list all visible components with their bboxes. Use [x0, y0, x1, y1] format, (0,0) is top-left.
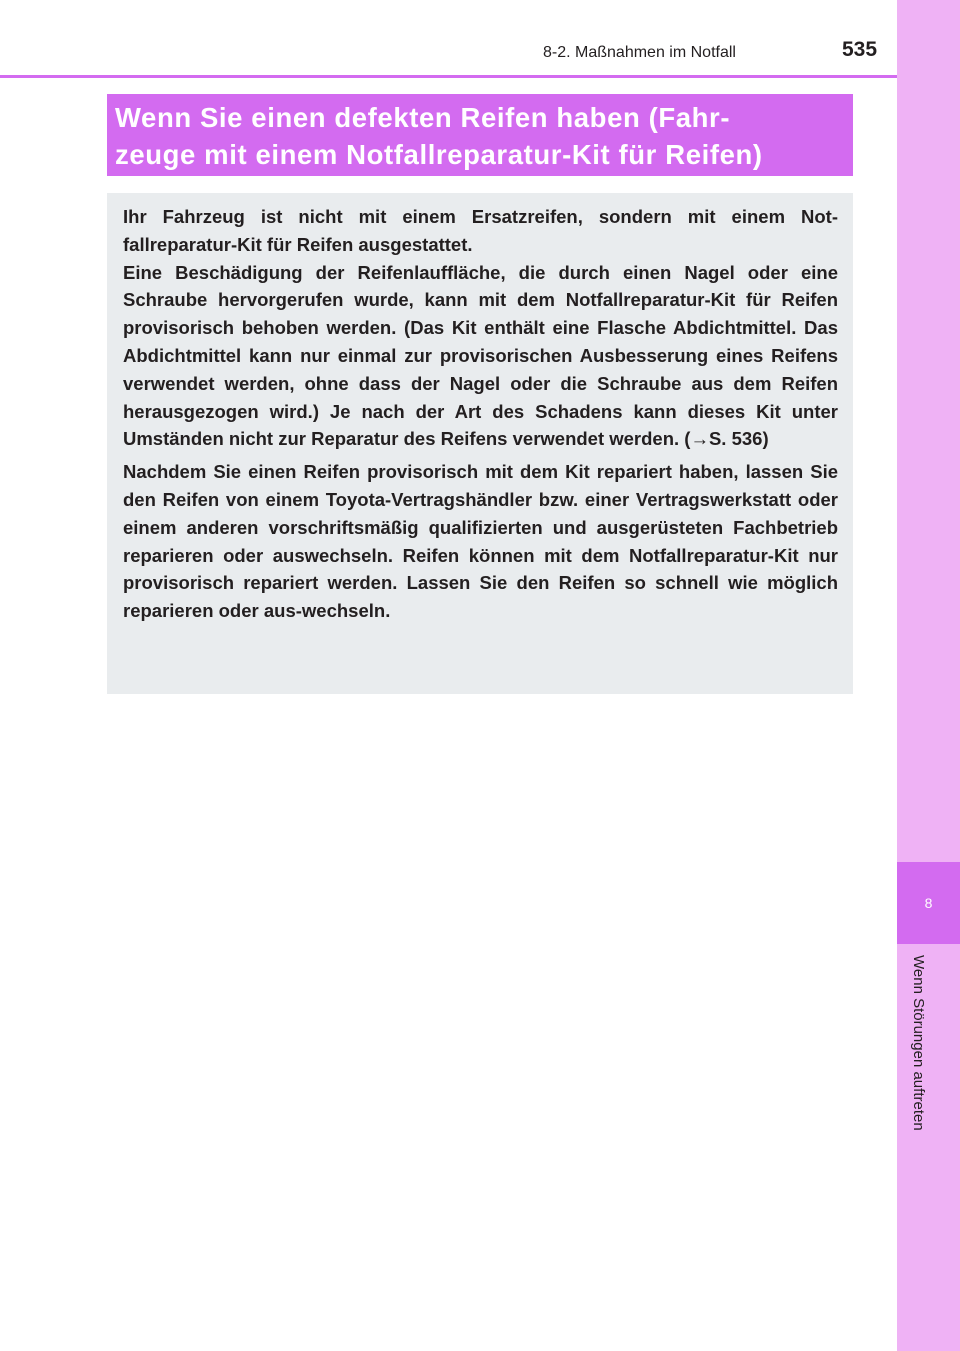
- header-rule: [0, 75, 897, 78]
- section-title-box: [107, 94, 853, 176]
- chapter-number-tab: [897, 862, 960, 944]
- section-title-line-1: Wenn Sie einen defekten Reifen haben (Fahr-: [115, 102, 731, 133]
- section-path: 8-2. Maßnahmen im Notfall: [543, 44, 736, 61]
- info-box: [107, 193, 853, 694]
- chapter-title: Wenn Störungen auftreten: [910, 955, 927, 1131]
- section-title-line-2: zeuge mit einem Notfallreparatur-Kit für Reifen): [115, 139, 763, 170]
- info-paragraph-2: Eine Beschädigung der Reifenlauffläche, die durch einen Nagel oder eine Schraube hervorgerufen wurde, kann mit dem Notfallreparatur-Kit für Reifen provisorisch behoben werden. (Das Kit enthält eine Flasche Abdichtmittel. Das Abdichtmittel kann nur einmal zur provisorischen Ausbesserung eines Reifens verwendet werden, ohne dass der Nagel oder die Schraube aus dem Reifen herausgezogen wird.) Je nach der Art des Schadens kann dieses Kit unter Umständen nicht zur Reparatur des Reifens verwendet werden. (→S. 536): [123, 261, 838, 450]
- page-number: 535: [842, 38, 878, 61]
- chapter-number: 8: [924, 895, 933, 911]
- info-paragraph-1: Ihr Fahrzeug ist nicht mit einem Ersatzreifen, sondern mit einem Not-fallreparatur-Kit für Reifen ausgestattet.: [123, 206, 838, 255]
- info-paragraph-3: Nachdem Sie einen Reifen provisorisch mit dem Kit repariert haben, lassen Sie den Reifen von einem Toyota-Vertragshändler bzw. einer Vertragswerkstatt oder einem anderen vorschriftsmäßig qualifizierten und ausgerüsteten Fachbetrieb reparieren oder auswechseln. Reifen können mit dem Notfallreparatur-Kit nur provisorisch repariert werden. Lassen Sie den Reifen so schnell wie möglich reparieren oder aus-wechseln.: [123, 461, 838, 622]
